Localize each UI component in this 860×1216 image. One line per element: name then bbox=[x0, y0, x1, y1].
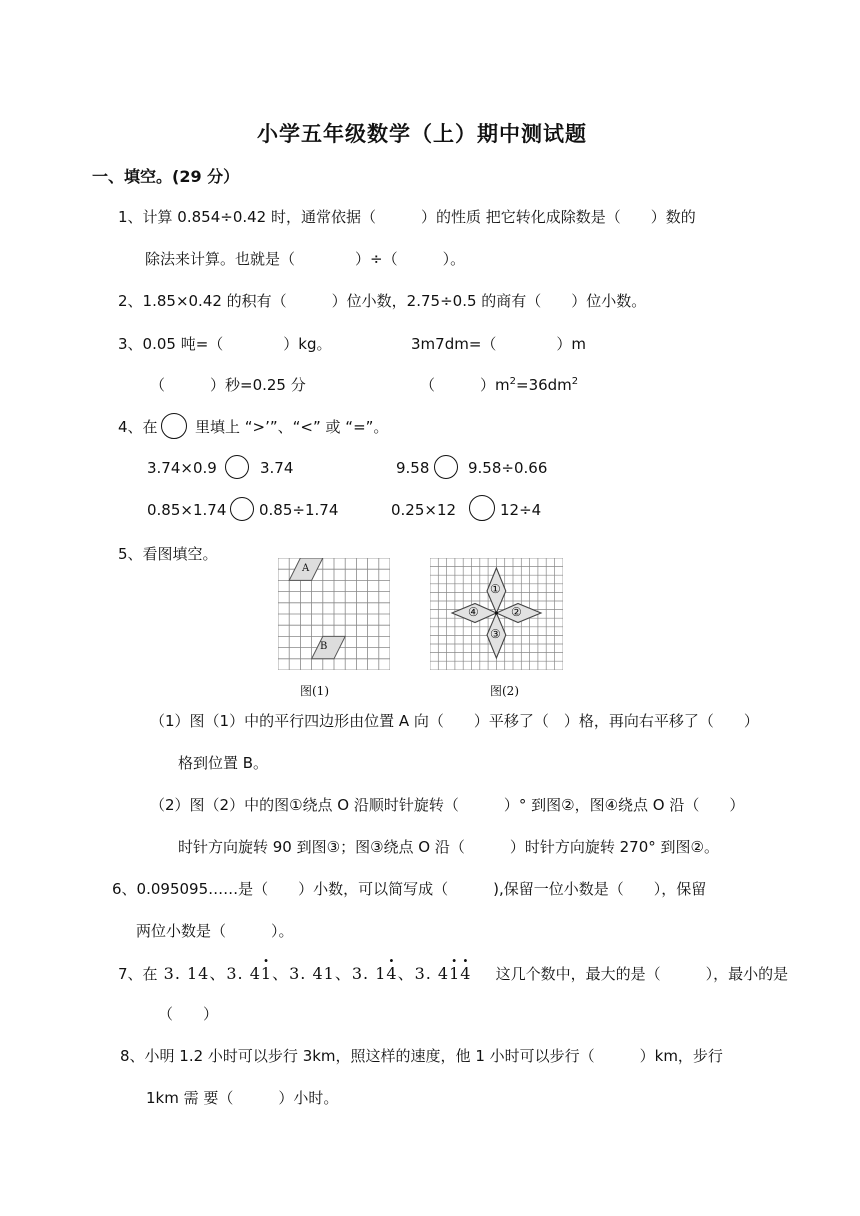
compare-4-left: 0.25×12 bbox=[391, 501, 457, 519]
answer-circle bbox=[469, 495, 495, 521]
question-8-line2: 1km 需 要（ ）小时。 bbox=[146, 1089, 339, 1107]
compare-3-left: 0.85×1.74 bbox=[147, 501, 227, 519]
compare-3-right: 0.85÷1.74 bbox=[259, 501, 339, 519]
question-3a: 3、0.05 吨=（ ）kg。 bbox=[118, 335, 332, 353]
question-4-prefix: 4、在 bbox=[118, 418, 158, 436]
separator: 、 bbox=[209, 964, 227, 983]
compare-4-right: 12÷4 bbox=[500, 501, 542, 519]
question-7-line1 bbox=[118, 961, 788, 984]
section-heading: 一、填空。(29 分） bbox=[92, 167, 240, 186]
separator: 、 bbox=[397, 964, 415, 983]
question-6-line2: 两位小数是（ ）。 bbox=[136, 922, 294, 940]
number-1: 3. 14 bbox=[163, 964, 210, 983]
figure-1-grid bbox=[278, 558, 390, 670]
answer-circle bbox=[230, 497, 254, 521]
question-6-line1: 6、0.095095……是（ ）小数，可以简写成（ ),保留一位小数是（ ），保留 bbox=[112, 880, 707, 898]
question-5-label: 5、看图填空。 bbox=[118, 545, 218, 563]
question-5-2-line2: 时针方向旋转 90 到图③；图③绕点 O 沿（ ）时针方向旋转 270° 到图②。 bbox=[178, 838, 719, 856]
compare-1-left: 3.74×0.9 bbox=[147, 459, 217, 477]
question-8-line1: 8、小明 1.2 小时可以步行 3km，照这样的速度，他 1 小时可以步行（ ）km，步行 bbox=[120, 1047, 723, 1065]
number-4: 3. 1· 4 bbox=[352, 964, 398, 983]
question-1-line1: 1、计算 0.854÷0.42 时，通常依据（ ）的性质 把它转化成除数是（ ）数的 bbox=[118, 208, 696, 226]
question-7-prefix: 7、在 bbox=[118, 965, 158, 983]
question-5-2-line1: （2）图（2）中的图①绕点 O 沿顺时针旋转（ ）° 到图②，图④绕点 O 沿（ ） bbox=[150, 796, 745, 814]
compare-1-right: 3.74 bbox=[260, 459, 294, 477]
figure-1-label-a: A bbox=[302, 563, 310, 574]
separator: 、 bbox=[272, 964, 290, 983]
answer-circle bbox=[161, 413, 187, 439]
superscript: 2 bbox=[509, 376, 516, 387]
question-1-line2: 除法来计算。也就是（ ）÷（ ）。 bbox=[145, 250, 466, 268]
shape-1-label: ① bbox=[490, 582, 501, 596]
number-5: 3. 4· 1· 4 bbox=[415, 964, 472, 983]
question-5-1-line2: 格到位置 B。 bbox=[178, 754, 269, 772]
figure-1-label-b: B bbox=[320, 641, 328, 652]
question-7-text: 这几个数中，最大的是（ ），最小的是 bbox=[495, 965, 789, 983]
compare-2-left: 9.58 bbox=[396, 459, 430, 477]
figure-2-caption: 图(2) bbox=[490, 684, 519, 698]
number-2: 3. 4· 1 bbox=[226, 964, 272, 983]
shape-3-label: ③ bbox=[490, 627, 501, 641]
number-list bbox=[158, 964, 478, 983]
answer-circle bbox=[434, 455, 458, 479]
question-3c: （ ）秒=0.25 分 bbox=[150, 376, 306, 394]
question-3d bbox=[420, 374, 578, 395]
page-title: 小学五年级数学（上）期中测试题 bbox=[257, 122, 587, 146]
superscript: 2 bbox=[571, 376, 579, 387]
compare-2-right: 9.58÷0.66 bbox=[468, 459, 548, 477]
separator: 、 bbox=[334, 964, 352, 983]
answer-circle bbox=[225, 455, 249, 479]
question-5-1-line1: （1）图（1）中的平行四边形由位置 A 向（ ）平移了（ ）格，再向右平移了（ ） bbox=[150, 712, 759, 730]
question-3d-text: （ ）m bbox=[420, 376, 510, 394]
shape-4-label: ④ bbox=[468, 605, 479, 619]
question-7-line2: （ ） bbox=[158, 1005, 219, 1023]
figure-2-grid bbox=[430, 558, 563, 670]
question-3b: 3m7dm=（ ）m bbox=[411, 335, 587, 353]
question-2: 2、1.85×0.42 的积有（ ）位小数，2.75÷0.5 的商有（ ）位小数。 bbox=[118, 292, 647, 310]
figure-1-caption: 图(1) bbox=[300, 684, 329, 698]
question-3d-text2: =36dm bbox=[516, 376, 572, 394]
question-4-instruction: 里填上 “>’”、“<” 或 “=”。 bbox=[195, 418, 389, 436]
number-3: 3. 41 bbox=[289, 964, 335, 983]
shape-2-label: ② bbox=[511, 605, 522, 619]
